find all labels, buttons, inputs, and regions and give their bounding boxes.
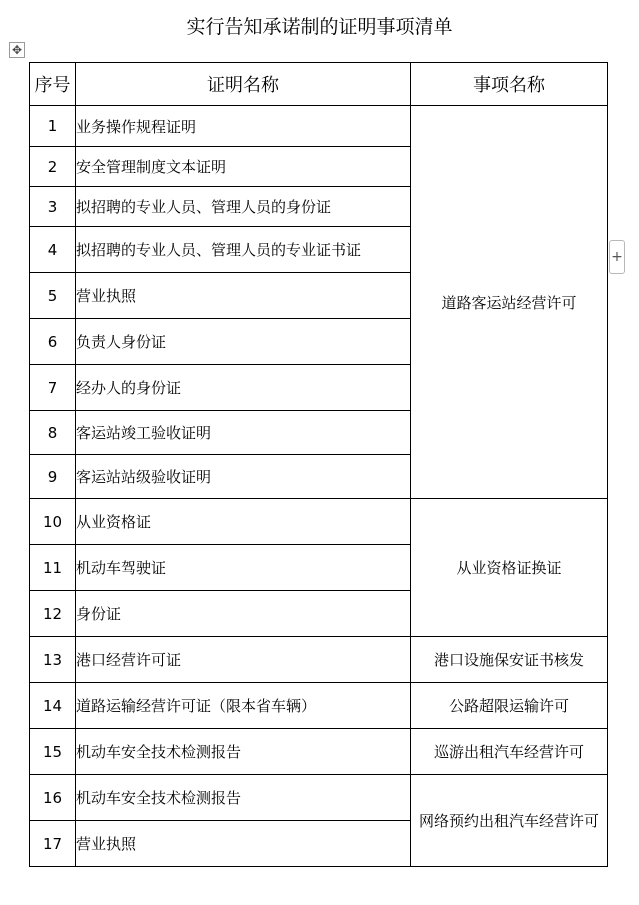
row-seq: 17 — [30, 821, 76, 867]
table-row — [30, 499, 608, 545]
document-title: 实行告知承诺制的证明事项清单 — [186, 16, 453, 38]
table-row — [30, 106, 608, 147]
table-row — [30, 729, 608, 775]
row-doc-name: 从业资格证 — [76, 499, 411, 545]
row-seq: 11 — [30, 545, 76, 591]
row-seq: 15 — [30, 729, 76, 775]
row-doc-name: 身份证 — [76, 591, 411, 637]
table-move-icon[interactable]: ✥ — [9, 42, 25, 58]
row-seq: 13 — [30, 637, 76, 683]
table-row — [30, 775, 608, 821]
row-doc-name: 营业执照 — [76, 821, 411, 867]
row-seq: 6 — [30, 319, 76, 365]
row-doc-name: 客运站竣工验收证明 — [76, 411, 411, 455]
row-doc-name: 业务操作规程证明 — [76, 106, 411, 147]
row-seq: 16 — [30, 775, 76, 821]
table-row — [30, 637, 608, 683]
row-doc-name: 拟招聘的专业人员、管理人员的身份证 — [76, 187, 411, 227]
item-cell: 网络预约出租汽车经营许可 — [411, 775, 608, 867]
row-doc-name: 港口经营许可证 — [76, 637, 411, 683]
row-doc-name: 道路运输经营许可证（限本省车辆） — [76, 683, 411, 729]
certificate-table — [29, 62, 608, 867]
table-header-row — [30, 63, 608, 106]
row-seq: 9 — [30, 455, 76, 499]
row-seq: 12 — [30, 591, 76, 637]
row-doc-name: 经办人的身份证 — [76, 365, 411, 411]
item-cell: 公路超限运输许可 — [411, 683, 608, 729]
row-doc-name: 安全管理制度文本证明 — [76, 147, 411, 187]
row-seq: 2 — [30, 147, 76, 187]
header-seq: 序号 — [30, 63, 76, 106]
row-seq: 4 — [30, 227, 76, 273]
row-doc-name: 客运站站级验收证明 — [76, 455, 411, 499]
row-doc-name: 负责人身份证 — [76, 319, 411, 365]
item-cell: 道路客运站经营许可 — [411, 106, 608, 499]
row-seq: 10 — [30, 499, 76, 545]
table-row — [30, 683, 608, 729]
row-seq: 1 — [30, 106, 76, 147]
header-item-name: 事项名称 — [411, 63, 608, 106]
row-doc-name: 机动车安全技术检测报告 — [76, 775, 411, 821]
row-seq: 5 — [30, 273, 76, 319]
row-doc-name: 拟招聘的专业人员、管理人员的专业证书证 — [76, 227, 411, 273]
row-doc-name: 机动车安全技术检测报告 — [76, 729, 411, 775]
item-cell: 从业资格证换证 — [411, 499, 608, 637]
item-cell: 巡游出租汽车经营许可 — [411, 729, 608, 775]
item-cell: 港口设施保安证书核发 — [411, 637, 608, 683]
row-doc-name: 营业执照 — [76, 273, 411, 319]
header-doc-name: 证明名称 — [76, 63, 411, 106]
row-seq: 3 — [30, 187, 76, 227]
row-seq: 7 — [30, 365, 76, 411]
row-seq: 14 — [30, 683, 76, 729]
add-column-icon[interactable]: + — [609, 240, 625, 274]
row-doc-name: 机动车驾驶证 — [76, 545, 411, 591]
row-seq: 8 — [30, 411, 76, 455]
